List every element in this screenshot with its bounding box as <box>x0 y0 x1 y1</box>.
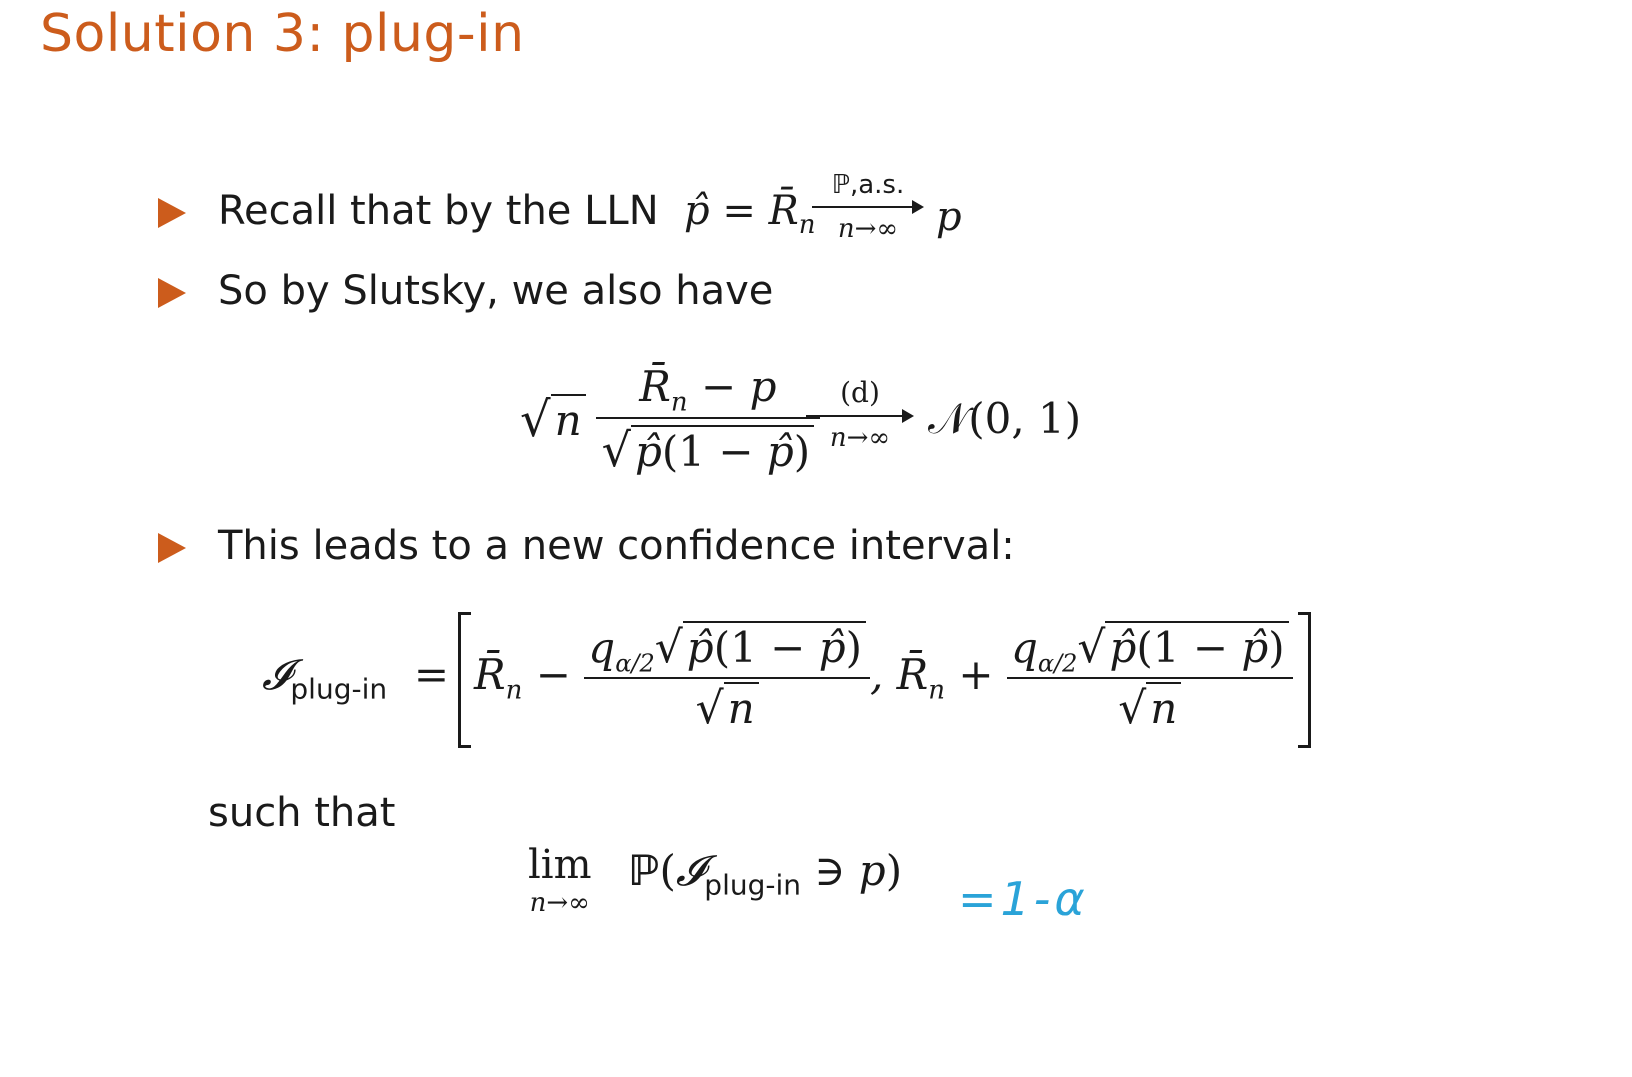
lim-subscript: n→∞ <box>529 888 590 918</box>
bullet-triangle-icon <box>158 533 186 563</box>
lln-arrow-bottom: n→∞ <box>837 214 899 244</box>
probability-expression: ℙ(𝓘$_{plug-in}$ ∋ p) <box>628 846 903 902</box>
lln-limit-p: p <box>936 194 962 240</box>
lln-arrow <box>812 170 924 244</box>
bullet-1 <box>218 188 816 240</box>
interval-body: $R̄_n$ − $\frac{q_{\alpha/2}√p̂(1 - p̂)}{√n}$ , $R̄_n$ + $\frac{q_{\alpha/2}√p̂(1 - p̂)}{√n}$ <box>474 608 1293 748</box>
right-bracket <box>1298 612 1311 748</box>
slide-title: Solution 3: plug-in <box>40 4 525 64</box>
limit-formula <box>528 842 592 918</box>
slutsky-arrow-bottom: n→∞ <box>829 423 891 453</box>
bullet-triangle-icon <box>158 278 186 308</box>
limit-interval-subscript: plug-in <box>704 868 801 902</box>
normal-distribution: 𝒩(0, 1) <box>928 394 1082 443</box>
interval-symbol: 𝓘$_{plug-in}$ = <box>262 650 450 706</box>
interval-subscript: plug-in <box>290 672 388 706</box>
slutsky-arrow-top: (d) <box>840 376 880 409</box>
left-bracket <box>458 612 471 748</box>
bullet-3-text: This leads to a new confidence interval: <box>218 523 1015 569</box>
bullet-triangle-icon <box>158 198 186 228</box>
lln-arrow-top: ℙ,a.s. <box>831 170 905 200</box>
lln-formula: p̂ = $R̄_n$ <box>671 188 816 240</box>
lim-label: lim <box>528 842 592 888</box>
bullet-2-text: So by Slutsky, we also have <box>218 268 774 314</box>
slutsky-arrow <box>806 376 914 453</box>
slutsky-formula: √ n $\frac{R̄_n - p}{√p̂(1 - p̂)}$ <box>520 362 820 477</box>
bullet-1-text: Recall that by the LLN <box>218 188 659 234</box>
handwritten-annotation: =1-α <box>958 872 1089 926</box>
such-that-text: such that <box>208 790 396 836</box>
